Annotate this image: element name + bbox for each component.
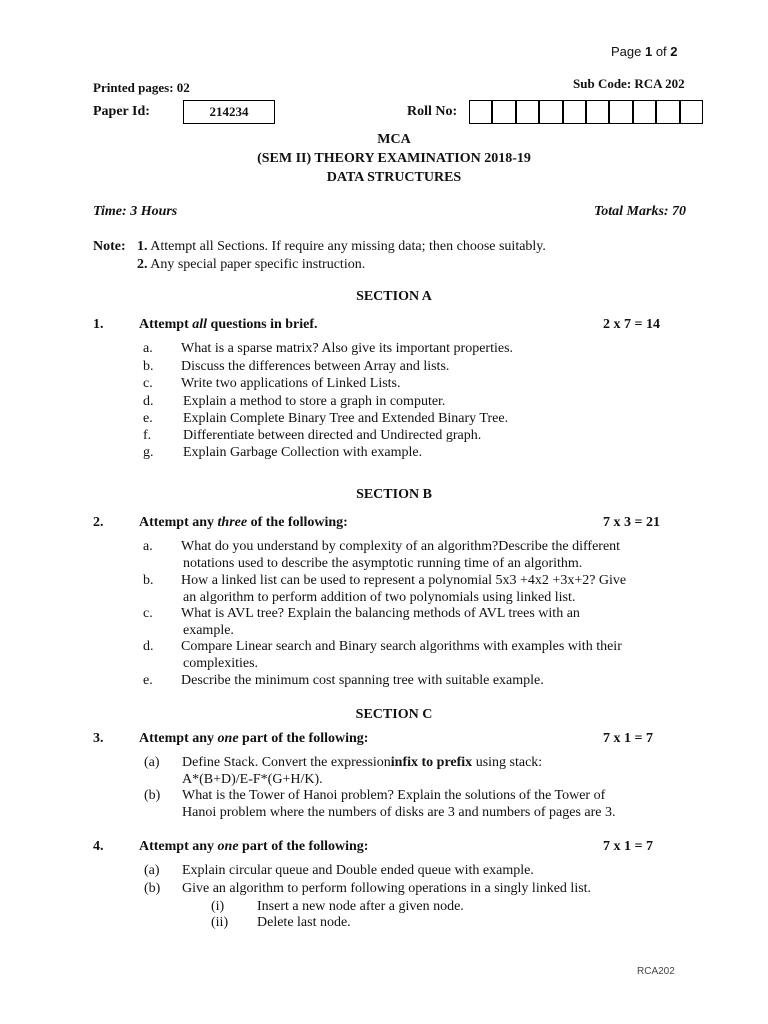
sub-item-label: (ii) xyxy=(211,915,229,930)
note-label: Note: xyxy=(93,239,126,254)
question-2-number: 2. xyxy=(93,515,104,530)
list-item: What do you understand by complexity of an algorithm?Describe the different xyxy=(181,539,621,554)
list-item: f. xyxy=(143,428,152,443)
sub-item-label: (i) xyxy=(211,899,225,914)
question-1-instruction: Attempt all questions in brief. xyxy=(139,317,318,332)
question-4-number: 4. xyxy=(93,839,104,854)
total-marks: Total Marks: 70 xyxy=(594,204,687,219)
roll-number-box xyxy=(586,100,609,124)
roll-number-box xyxy=(516,100,539,124)
list-item: d. xyxy=(143,394,154,409)
list-item: e. xyxy=(143,411,153,426)
list-item: What is the Tower of Hanoi problem? Explain the solutions of the Tower of xyxy=(182,788,606,803)
sub-item: Insert a new node after a given node. xyxy=(257,899,464,914)
list-item: Differentiate between directed and Undirected graph. xyxy=(183,428,482,443)
list-item-label: (b) xyxy=(144,881,161,896)
list-item: Write two applications of Linked Lists. xyxy=(181,376,401,391)
list-item-continued: A*(B+D)/E-F*(G+H/K). xyxy=(182,772,323,787)
question-1-number: 1. xyxy=(93,317,104,332)
list-item: c. xyxy=(143,376,153,391)
question-1-marks: 2 x 7 = 14 xyxy=(603,317,660,332)
list-item: Explain a method to store a graph in computer. xyxy=(183,394,446,409)
list-item: Give an algorithm to perform following operations in a singly linked list. xyxy=(182,881,592,896)
roll-number-box xyxy=(492,100,515,124)
list-item-continued: notations used to describe the asymptotic running time of an algorithm. xyxy=(183,556,583,571)
list-item: Explain Garbage Collection with example. xyxy=(183,445,423,460)
roll-number-box xyxy=(563,100,586,124)
roll-number-box xyxy=(680,100,703,124)
question-4-marks: 7 x 1 = 7 xyxy=(603,839,653,854)
list-item-label: d. xyxy=(143,639,154,654)
footer-code: RCA202 xyxy=(637,966,675,977)
question-3-instruction: Attempt any one part of the following: xyxy=(139,731,369,746)
list-item-continued: complexities. xyxy=(183,656,259,671)
page-number: Page 1 of 2 xyxy=(611,44,678,59)
subject-title: DATA STRUCTURES xyxy=(326,170,462,185)
paper-id-box xyxy=(183,100,275,124)
list-item: What is a sparse matrix? Also give its important properties. xyxy=(181,341,514,356)
note-item-1: 1. Attempt all Sections. If require any missing data; then choose suitably. xyxy=(137,239,546,254)
list-item-continued: Hanoi problem where the numbers of disks are 3 and numbers of pages are 3. xyxy=(182,805,616,820)
list-item-label: e. xyxy=(143,673,153,688)
question-3-number: 3. xyxy=(93,731,104,746)
list-item-label: b. xyxy=(143,573,154,588)
program-title: MCA xyxy=(377,132,411,147)
roll-number-box xyxy=(539,100,562,124)
list-item: Explain Complete Binary Tree and Extended Binary Tree. xyxy=(183,411,509,426)
list-item: How a linked list can be used to represent a polynomial 5x3 +4x2 +3x+2? Give xyxy=(181,573,627,588)
sub-code: Sub Code: RCA 202 xyxy=(573,76,685,91)
question-4-instruction: Attempt any one part of the following: xyxy=(139,839,369,854)
section-c-heading: SECTION C xyxy=(355,707,433,722)
time-allowed: Time: 3 Hours xyxy=(93,204,178,219)
question-2-marks: 7 x 3 = 21 xyxy=(603,515,660,530)
list-item: Describe the minimum cost spanning tree with suitable example. xyxy=(181,673,544,688)
roll-number-box xyxy=(656,100,679,124)
roll-no-label: Roll No: xyxy=(407,104,458,119)
roll-number-box xyxy=(469,100,492,124)
list-item: Explain circular queue and Double ended queue with example. xyxy=(182,863,534,878)
paper-id-value: 214234 xyxy=(209,104,249,119)
list-item-label: (a) xyxy=(144,755,160,770)
list-item: a. xyxy=(143,341,153,356)
paper-id-label: Paper Id: xyxy=(93,104,150,119)
roll-number-box xyxy=(633,100,656,124)
exam-title: (SEM II) THEORY EXAMINATION 2018-19 xyxy=(257,151,531,166)
roll-number-box xyxy=(609,100,632,124)
note-item-2: 2. Any special paper specific instruction. xyxy=(137,257,366,272)
list-item: Define Stack. Convert the expressioninfix to prefix using stack: xyxy=(182,755,543,770)
list-item: b. xyxy=(143,359,154,374)
list-item: g. xyxy=(143,445,154,460)
section-b-heading: SECTION B xyxy=(356,487,432,502)
section-a-heading: SECTION A xyxy=(356,289,432,304)
sub-item: Delete last node. xyxy=(257,915,351,930)
list-item-label: a. xyxy=(143,539,153,554)
printed-pages: Printed pages: 02 xyxy=(93,80,190,95)
list-item: Discuss the differences between Array and lists. xyxy=(181,359,450,374)
list-item-label: c. xyxy=(143,606,153,621)
list-item-continued: example. xyxy=(183,623,234,638)
list-item-continued: an algorithm to perform addition of two polynomials using linked list. xyxy=(183,590,576,605)
list-item-label: (a) xyxy=(144,863,160,878)
list-item: Compare Linear search and Binary search algorithms with examples with their xyxy=(181,639,622,654)
question-3-marks: 7 x 1 = 7 xyxy=(603,731,653,746)
list-item-label: (b) xyxy=(144,788,161,803)
question-2-instruction: Attempt any three of the following: xyxy=(139,515,348,530)
list-item: What is AVL tree? Explain the balancing methods of AVL trees with an xyxy=(181,606,580,621)
